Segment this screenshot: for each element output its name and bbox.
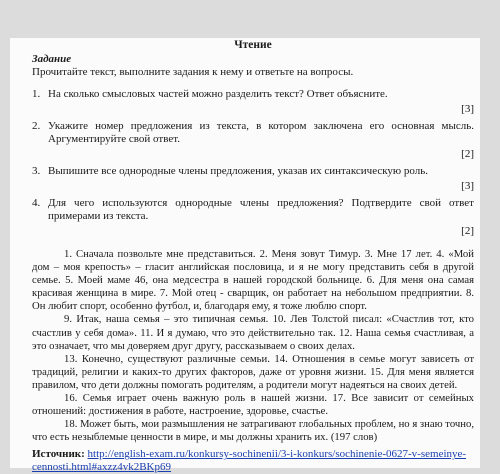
question-points: [2] (461, 148, 474, 160)
question-number: 1. (32, 88, 41, 100)
question-points: [2] (461, 225, 474, 237)
source-label: Источник: (32, 448, 85, 461)
question-1 (32, 88, 474, 101)
document-page (10, 38, 480, 474)
source-line (32, 448, 474, 474)
question-text: На сколько смысловых частей можно разделить текст? Ответ объясните. (48, 88, 388, 100)
text-paragraph: 1. Сначала позвольте мне представиться. 2. Меня зовут Тимур. 3. Мне 17 лет. 4. «Мой дом – моя крепость» – гласит английская пословица, и я не могу представить себя в другой семье. 5. Моей маме 46, она медсестра в нашей городской больнице. 6. Для меня она самая красивая женщина в мире. 7. Мой отец - сварщик, он работает на небольшом предприятии. 8. Он любит спорт, особенно футбол, и, благодаря ему, я тоже люблю спорт. (32, 248, 474, 313)
question-points: [3] (461, 180, 474, 192)
task-label: Задание (32, 53, 72, 65)
reading-text (32, 248, 474, 444)
text-paragraph: 18. Может быть, мои размышления не затрагивают глобальных проблем, но я знаю точно, что есть незыблемые ценности в мире, и мы должны хранить их. (197 слов) (32, 418, 474, 444)
text-paragraph: 13. Конечно, существуют различные семьи. 14. Отношения в семье могут зависеть от традиций, религии и каких-то других факторов, даже от уровня жизни. 15. Для меня является правилом, что дети должны помогать родителям, а родители могут надеяться на своих детей. (32, 352, 474, 391)
question-text: Укажите номер предложения из текста, в котором заключена его основная мысль. Аргументируйте свой ответ. (48, 120, 474, 145)
text-paragraph: 16. Семья играет очень важную роль в нашей жизни. 17. Все зависит от семейных отношений: достижения в работе, настроение, здоровье, счастье. (32, 392, 474, 418)
question-list (32, 88, 474, 238)
question-3 (32, 165, 474, 178)
question-4 (32, 197, 474, 223)
question-text: Для чего используются однородные члены предложения? Подтвердите свой ответ примерами из текста. (48, 197, 474, 222)
question-number: 2. (32, 120, 41, 132)
question-points: [3] (461, 103, 474, 115)
question-number: 3. (32, 165, 41, 177)
task-intro: Прочитайте текст, выполните задания к нему и ответьте на вопросы. (32, 66, 354, 78)
source-link[interactable]: http://english-exam.ru/konkursy-sochinenii/3-i-konkurs/sochinenie-0627-v-semeinye-cennosti.html#axzz4vk2BKp69 (32, 448, 467, 474)
section-title: Чтение (234, 39, 272, 51)
question-text: Выпишите все однородные члены предложения, указав их синтаксическую роль. (48, 165, 428, 177)
text-paragraph: 9. Итак, наша семья – это типичная семья. 10. Лев Толстой писал: «Счастлив тот, кто счастлив у себя дома». 11. И я думаю, что это действительно так. 12. Наша семья счастливая, а это означает, что мы доверяем друг другу, рассказываем о своих делах. (32, 313, 474, 352)
question-2 (32, 120, 474, 146)
question-number: 4. (32, 197, 41, 209)
